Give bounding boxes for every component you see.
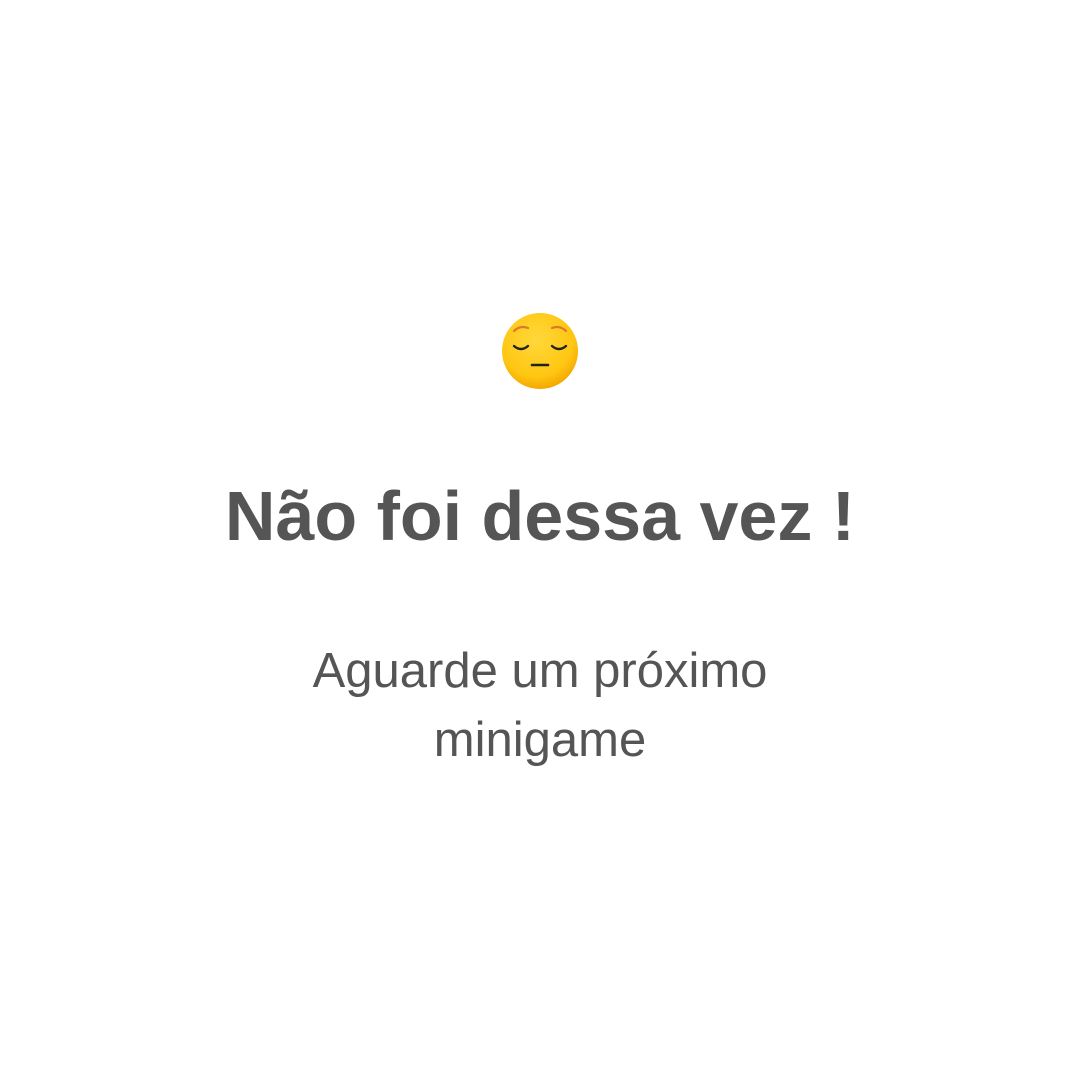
result-subtitle: Aguarde um próximo minigame <box>312 644 768 767</box>
pensive-face-icon <box>500 311 580 391</box>
result-title: Não foi dessa vez ! <box>224 477 856 555</box>
